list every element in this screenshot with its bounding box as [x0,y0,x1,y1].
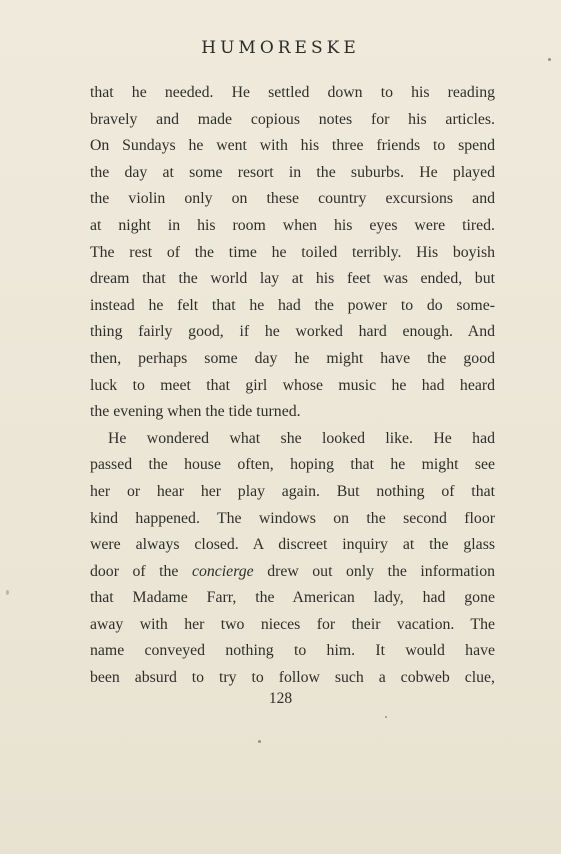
paper-speck [385,716,387,718]
text-line: away with her two nieces for their vacation. The [90,615,495,633]
text-line: thing fairly good, if he worked hard enough. And [90,323,495,341]
text-line: at night in his room when his eyes were tired. [90,216,495,234]
body-text [90,80,495,692]
text-line: On Sundays he went with his three friends to spend [90,137,495,155]
paper-speck [6,590,9,595]
text-line: He wondered what she looked like. He had [108,429,495,447]
paragraph-1 [90,80,495,426]
text-line: her or hear her play again. But nothing of that [90,482,495,500]
text-line: dream that the world lay at his feet was ended, but [90,270,495,288]
page-number: 128 [268,690,293,707]
text-line: name conveyed nothing to him. It would have [90,642,495,660]
text-line: then, perhaps some day he might have the good [90,349,495,367]
text-line: that he needed. He settled down to his reading [90,84,495,101]
text-line: that Madame Farr, the American lady, had gone [90,589,495,607]
text-line: instead he felt that he had the power to do some- [90,296,495,314]
running-head: HUMORESKE [201,38,360,58]
text-line: The rest of the time he toiled terribly. His boyish [90,243,495,261]
paper-speck [258,740,261,743]
text-line: the violin only on these country excursions and [90,190,495,208]
paragraph-2 [90,426,495,692]
italic-word: concierge [191,562,254,580]
text-line: the evening when the tide turned. [90,403,301,421]
paper-speck [548,58,551,61]
text-line: the day at some resort in the suburbs. He played [90,163,495,181]
text-line: bravely and made copious notes for his articles. [90,110,495,128]
text-fragment: drew out only the information [253,562,495,580]
text-line: luck to meet that girl whose music he had heard [90,376,495,394]
text-line-with-italic [90,559,495,586]
text-line: passed the house often, hoping that he might see [90,456,495,474]
text-line: kind happened. The windows on the second floor [90,509,495,527]
text-fragment: door of the [90,562,192,580]
text-line: been absurd to try to follow such a cobweb clue, [90,669,495,687]
text-line: were always closed. A discreet inquiry at the glass [90,536,495,554]
